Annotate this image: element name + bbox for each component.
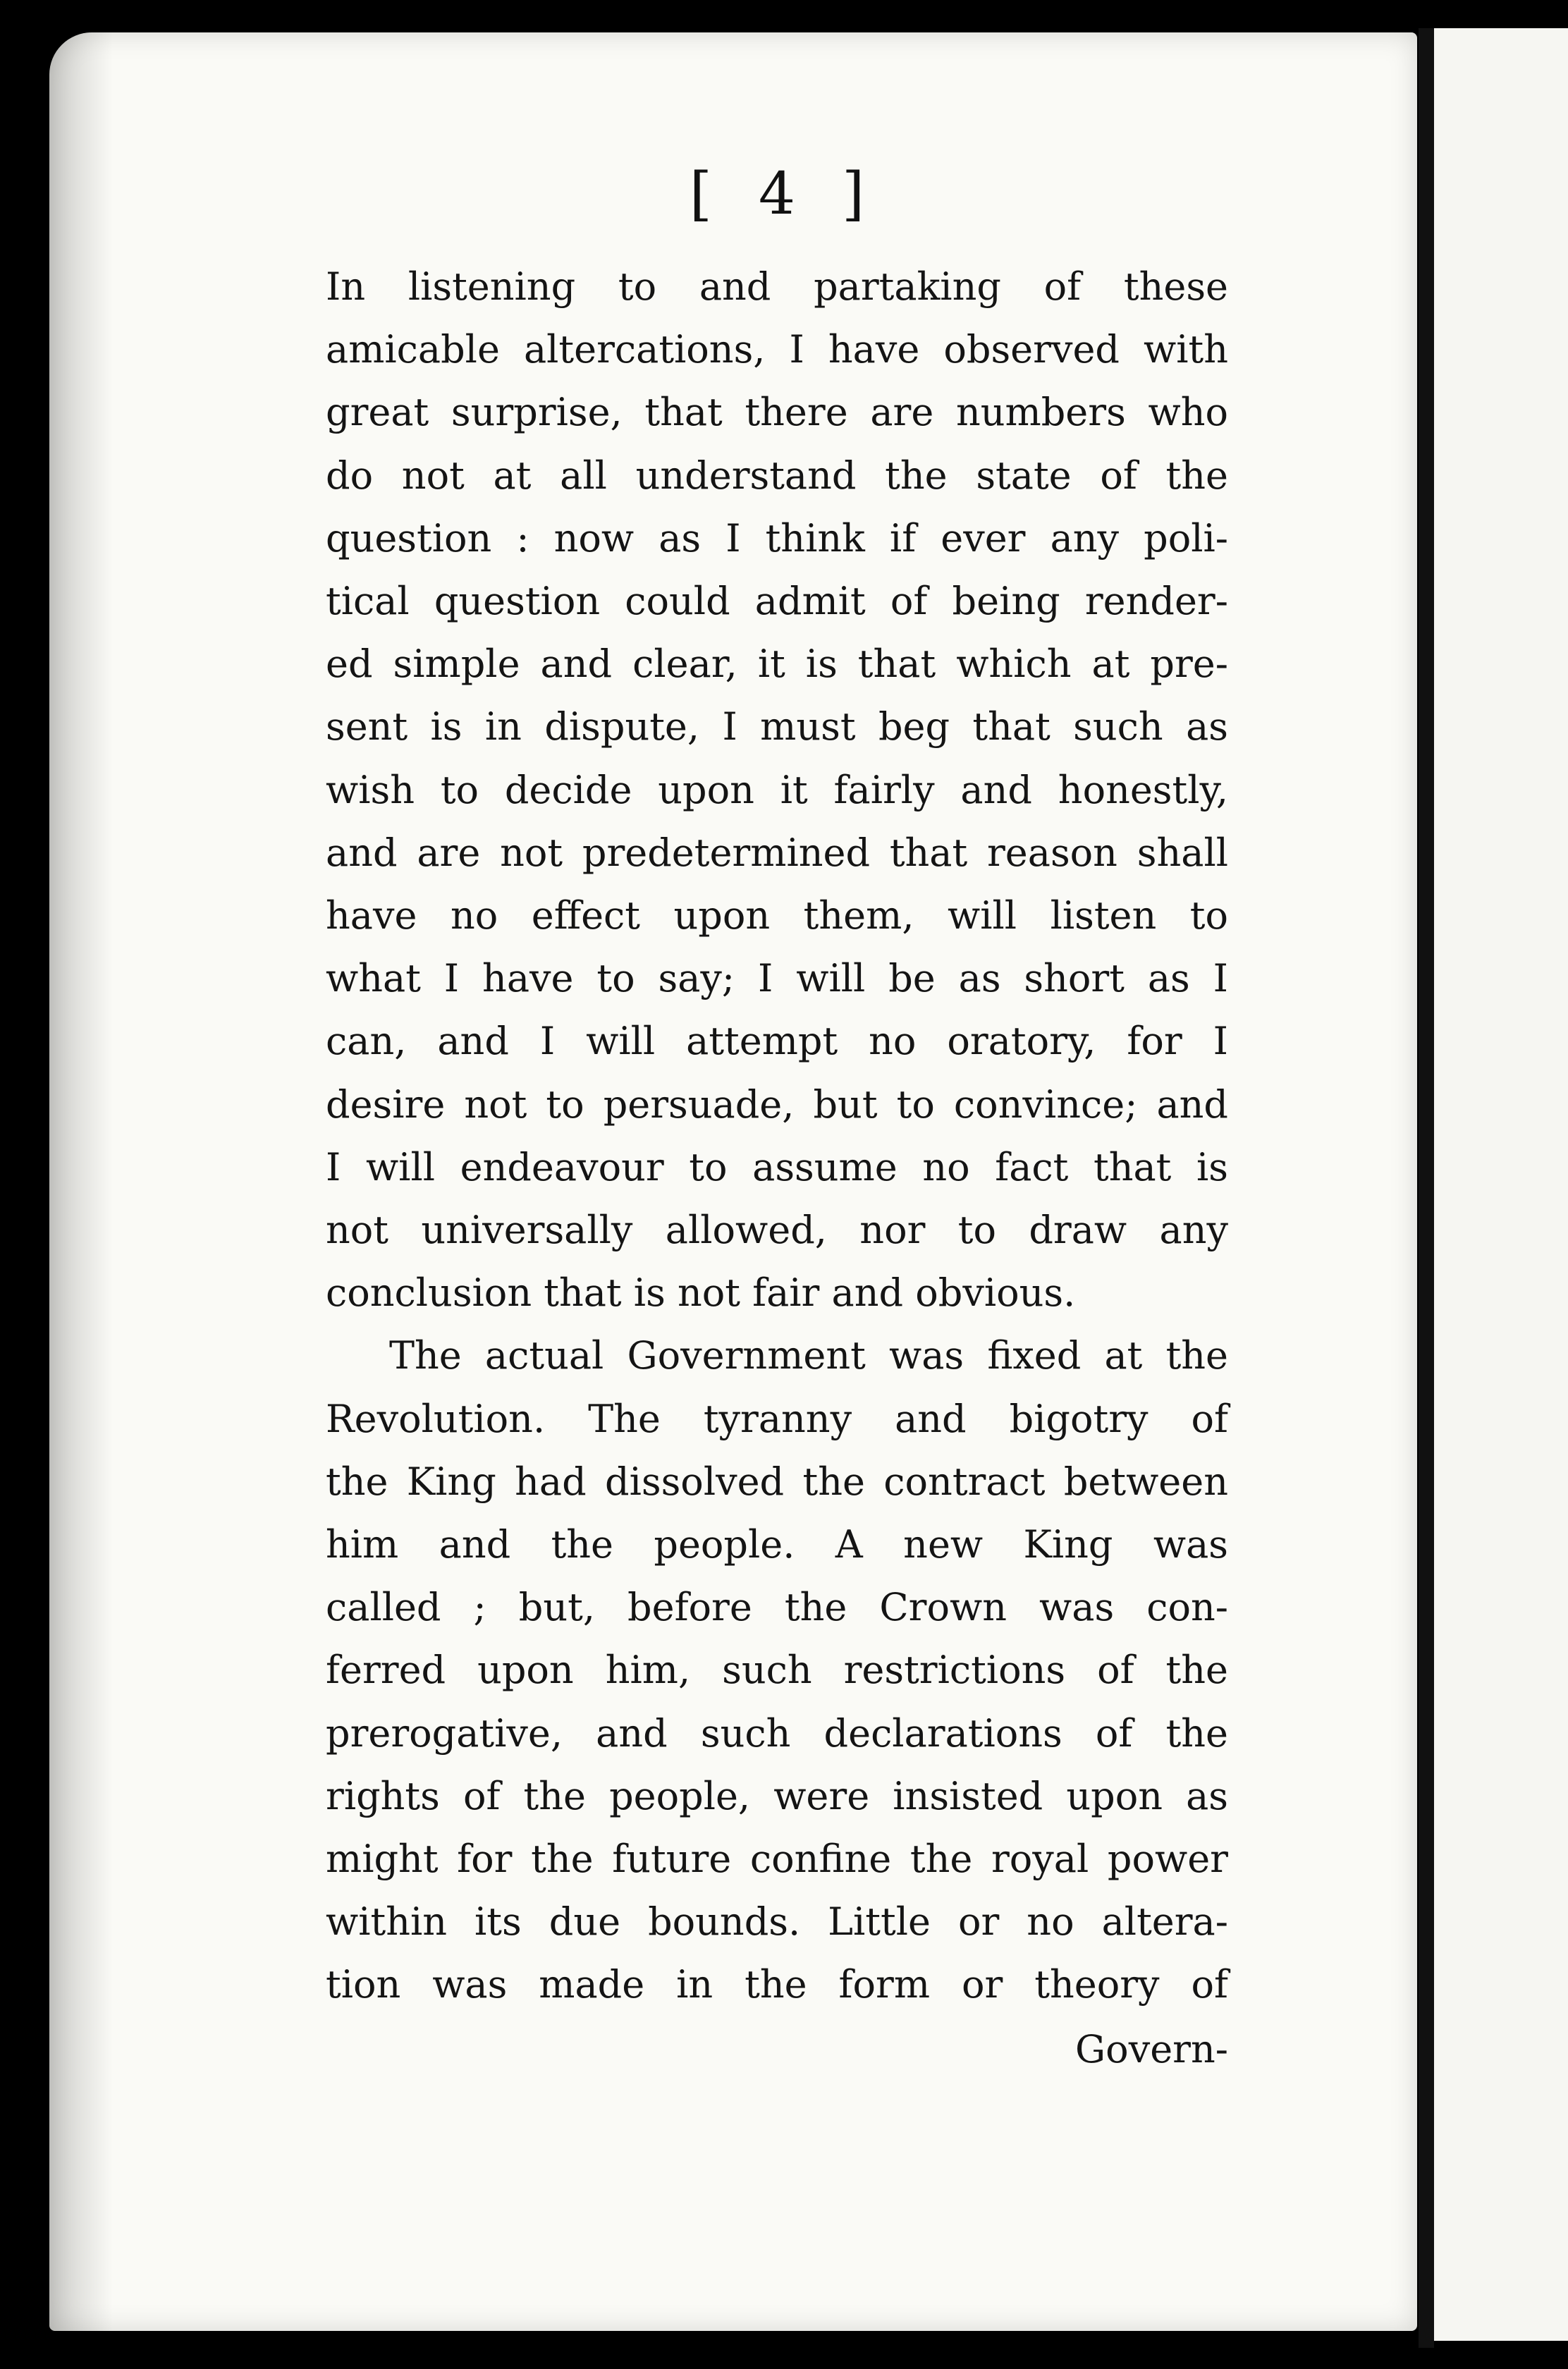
text-line: within its due bounds. Little or no altera- [326, 1899, 1228, 1945]
text-line: wish to decide upon it fairly and honestly, [326, 767, 1228, 812]
text-line: sent is in dispute, I must beg that such as [326, 704, 1228, 749]
text-line: Revolution. The tyranny and bigotry of [326, 1396, 1228, 1441]
text-line: tical question could admit of being render- [326, 579, 1228, 624]
binding-gutter [1419, 28, 1434, 2348]
text-line: The actual Government was fixed at the [389, 1333, 1228, 1378]
text-line: desire not to persuade, but to convince; and [326, 1082, 1228, 1127]
text-line: do not at all understand the state of the [326, 453, 1228, 498]
text-line: might for the future confine the royal power [326, 1837, 1228, 1882]
body-text [326, 255, 1228, 2016]
page-fold-shadow [49, 32, 113, 2331]
text-line: conclusion that is not fair and obvious. [326, 1271, 1076, 1316]
text-line: him and the people. A new King was [326, 1522, 1228, 1567]
text-line: rights of the people, were insisted upon as [326, 1773, 1228, 1818]
text-line: question : now as I think if ever any poli- [326, 515, 1228, 561]
text-line: ferred upon him, such restrictions of the [326, 1648, 1228, 1693]
adjacent-page-edge [1431, 28, 1568, 2341]
text-line: not universally allowed, nor to draw any [326, 1208, 1228, 1253]
text-line: can, and I will attempt no oratory, for I [326, 1019, 1228, 1064]
text-line: great surprise, that there are numbers who [326, 390, 1228, 435]
text-line: ed simple and clear, it is that which at pre- [326, 642, 1228, 687]
catchword: Govern- [1075, 2027, 1228, 2071]
paragraph-2 [326, 1324, 1228, 2016]
text-line: amicable altercations, I have observed with [326, 327, 1228, 372]
text-line: have no effect upon them, will listen to [326, 893, 1228, 938]
text-line: tion was made in the form or theory of [326, 1962, 1228, 2007]
text-line: and are not predetermined that reason shall [326, 830, 1228, 875]
text-line: the King had dissolved the contract between [326, 1459, 1228, 1504]
text-line: I will endeavour to assume no fact that is [326, 1144, 1228, 1189]
text-line: what I have to say; I will be as short as I [326, 956, 1228, 1001]
text-line: prerogative, and such declarations of the [326, 1710, 1228, 1756]
text-line: In listening to and partaking of these [326, 264, 1228, 309]
page-number: [ 4 ] [689, 161, 879, 228]
text-line: called ; but, before the Crown was con- [326, 1585, 1228, 1630]
paragraph-1 [326, 255, 1228, 1324]
